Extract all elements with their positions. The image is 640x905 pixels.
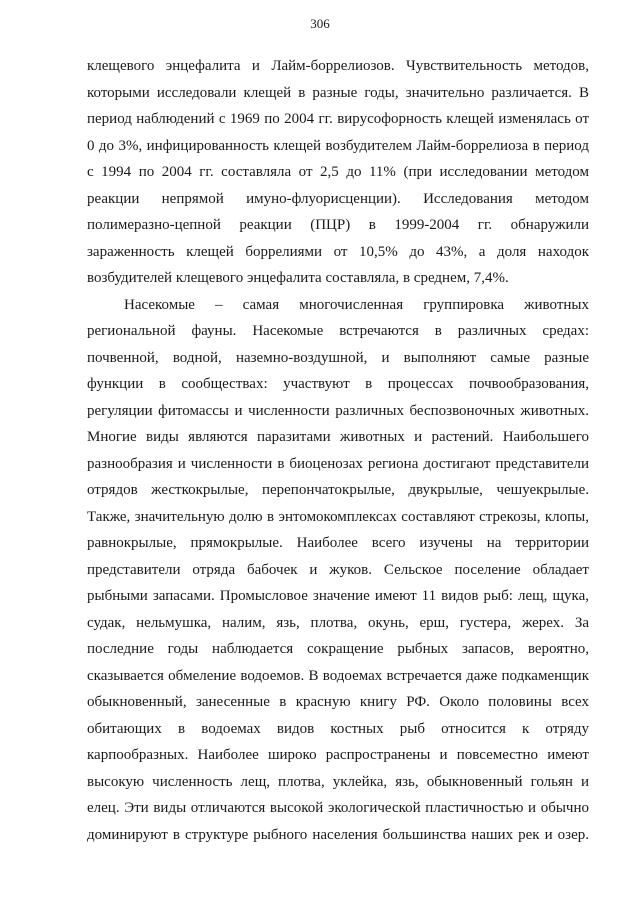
text-line: период наблюдений с 1969 по 2004 гг. вирусофорность клещей изменялась от xyxy=(87,111,589,127)
text-line: Насекомые – самая многочисленная группировка животных xyxy=(124,296,589,313)
text-line: с 1994 по 2004 гг. составляла от 2,5 до 11% (при исследовании методом xyxy=(87,164,589,180)
text-line: региональной фауны. Насекомые встречаются в различных средах: xyxy=(87,323,589,339)
text-line: реакции непрямой имуно-флуорисценции). Исследования методом xyxy=(87,190,589,207)
text-line: клещевого энцефалита и Лайм-боррелиозов. Чувствительность методов, xyxy=(87,58,589,74)
text-line: функции в сообществах: участвуют в процессах почвообразования, xyxy=(87,376,589,392)
text-line: которыми исследовали клещей в разные годы, значительно различается. В xyxy=(87,84,589,101)
text-line: доминируют в структуре рыбного населения большинства наших рек и озер. xyxy=(87,826,589,843)
text-line: сказывается обмеление водоемов. В водоемах встречается даже подкаменщик xyxy=(87,667,589,684)
text-line: 0 до 3%, инфицированность клещей возбудителем Лайм-боррелиоза в период xyxy=(87,137,589,154)
text-line: разнообразия и численности в биоценозах региона достигают представители xyxy=(87,455,589,472)
text-line: обыкновенный, занесенные в красную книгу РФ. Около половины всех xyxy=(87,694,589,710)
text-line: зараженность клещей боррелиями от 10,5% до 43%, а доля находок xyxy=(87,243,589,260)
text-line: судак, нельмушка, налим, язь, плотва, окунь, ерш, густера, жерех. За xyxy=(87,614,589,631)
text-line: равнокрылые, прямокрылые. Наиболее всего изучены на территории xyxy=(87,535,589,551)
text-line: отрядов жесткокрылые, перепончатокрылые, двукрылые, чешуекрылые. xyxy=(87,482,589,498)
text-line: Многие виды являются паразитами животных и растений. Наибольшего xyxy=(87,429,589,445)
text-line: елец. Эти виды отличаются высокой экологической пластичностью и обычно xyxy=(87,800,589,816)
body-text xyxy=(87,53,589,848)
text-line: Также, значительную долю в энтомокомплексах составляют стрекозы, клопы, xyxy=(87,508,589,525)
text-line: возбудителей клещевого энцефалита составляла, в среднем, 7,4%. xyxy=(87,270,509,286)
text-line: обитающих в водоемах видов костных рыб относится к отряду xyxy=(87,720,589,737)
page-number: 306 xyxy=(310,16,330,31)
text-line: последние годы наблюдается сокращение рыбных запасов, вероятно, xyxy=(87,641,589,657)
text-line: представители отряда бабочек и жуков. Сельское поселение обладает xyxy=(87,561,589,578)
paragraph xyxy=(87,53,589,292)
text-line: полимеразно-цепной реакции (ПЦР) в 1999-2004 гг. обнаружили xyxy=(87,217,589,233)
text-line: карпообразных. Наиболее широко распространены и повсеместно имеют xyxy=(87,747,589,763)
paragraph xyxy=(87,292,589,849)
text-line: регуляции фитомассы и численности различных беспозвоночных животных. xyxy=(87,402,589,419)
text-line: рыбными запасами. Промысловое значение имеют 11 видов рыб: лещ, щука, xyxy=(87,588,589,604)
text-line: почвенной, водной, наземно-воздушной, и выполняют самые разные xyxy=(87,349,589,366)
text-line: высокую численность лещ, плотва, уклейка, язь, обыкновенный гольян и xyxy=(87,773,589,790)
